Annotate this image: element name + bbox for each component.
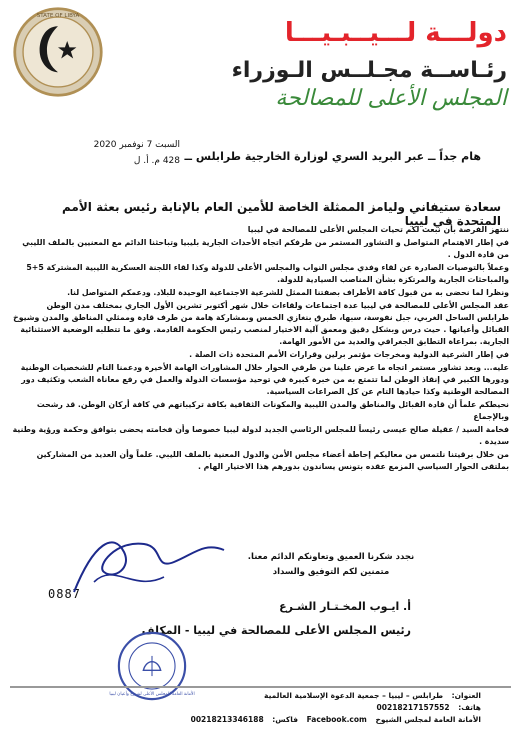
footer-phone: 00218217157552 — [376, 703, 450, 712]
addressee-line: سعادة ستيفاني وليامز الممثلة الخاصة للأمين العام بالإنابة رئيس بعثة الأمم المتحدة في ليبيا — [62, 200, 501, 228]
footer-address-label: العنوان: — [451, 691, 481, 700]
footer-contact-line — [40, 715, 481, 724]
letter-body — [12, 224, 509, 474]
body-paragraph: فخامة السيد / عقيلة صالح عيسى رئيساً للمجلس الرئاسي الجديد لدولة ليبيا خصوصا وأن فخامته يحضى بتوافق وحكمة ورؤية وطنية سديدة . — [12, 425, 509, 446]
closing-thanks: نجدد شكرنا العميق وتعاونكم الدائم معنا. — [247, 552, 415, 562]
body-paragraph: ونظرا لما نحضى به من قبول كافة الأطراف بصفتنا الممثل للشرعية الاجتماعية الوحيدة للبلاد. ودعمكم المتواصل لنا. — [67, 288, 509, 297]
footer-phone-line — [40, 703, 481, 712]
signatory-title: رئيس المجلس الأعلى للمصالحة في ليبيا - المكلف — [141, 624, 411, 637]
footer-facebook-link[interactable]: Facebook.com — [306, 715, 367, 724]
council-heading: المجلس الأعلى للمصالحة — [275, 86, 507, 111]
footer-address-line — [40, 691, 481, 700]
body-paragraph: نحيطكم علماً أن قادة القبائل والمناطق والمدن الليبية والمكونات الثقافية بكافة تركيباتهم في كافة أركان الوطن. قد رشحت وبالإجماع — [36, 400, 509, 421]
closing-wishes: متمنين لكم التوفيق والسداد — [272, 567, 390, 577]
seal-emblem-icon — [12, 6, 104, 98]
handwritten-signature — [54, 522, 244, 602]
body-paragraph: عقد المجلس الأعلى للمصالحة في ليبيا عدة اجتماعات ولقاءات خلال شهر أكتوبر تشرين الأول الجاري بمختلف مدن الوطن طرابلس الساحل الغربي، جبل نفوسة، سبها، طبرق بنغازي الخمس وبمشاركة هامة من طرف قادة وممثلي المناطق والمدن وشيوخ القبائل وأعيانها . حيث درس وبشكل دقيق ومعمق آلية الاختيار لمنصب رئيس الحكومة القادمة. وفق ما تتطلبه الوضعية الاستثنائية الجارية. بمراعاة التطابق الجغرافي والعديد من الأمور الهامة. — [13, 301, 509, 346]
footer-phone-label: هاتف: — [458, 703, 481, 712]
serial-number: 0887 — [48, 587, 81, 601]
body-paragraph: في إطار الاهتمام المتواصل و التشاور المستمر من طرفكم اتجاه الأحداث الجارية بليبيا وتباحثنا الدائم مع المعنيين بالملف الليبي من قادة الدول . — [22, 238, 509, 259]
svg-text:STATE OF LIBYA: STATE OF LIBYA — [36, 13, 80, 20]
state-name-heading: دولـــة لـــيــبـيـــا — [284, 18, 507, 48]
signatory-name: أ. ايـوب المخـتـار الشـرع — [279, 600, 411, 613]
svg-text:الأمانة العامة للمجلس الأعلى ل: الأمانة العامة للمجلس الأعلى لشيوخ وأعيان ليبيا — [109, 691, 195, 697]
footer-fax-label: فاكس: — [272, 715, 298, 724]
body-paragraph: وعملاً بالتوصيات الصادرة عن لقاء وفدي مجلس النواب والمجلس الأعلى للدولة وكذا لقاء اللجنة العسكرية الليبية المشتركة 5+5 والمباحثات الجارية والمرتكزة بشأن المناصب السيادية للدولة. — [26, 263, 509, 284]
body-paragraph: ننتهز الفرصة بأن نبعث لكم تحيات المجلس الأعلى للمصالحة في ليبيا — [247, 225, 509, 234]
urgent-notice: هام جداً ــ عبر البريد السري لوزارة الخارجية طرابلس ــ — [184, 150, 481, 163]
body-paragraph: من خلال برقيتنا نلتمس من معاليكم إحاطة أعضاء مجلس الأمن والدول المعنية بالملف الليبي. علماً وأن العديد من المشاركين بملتقى الحوار السياسي المزمع عقده بتونس يساندون بدورهم هذا الاختيار الهام . — [36, 450, 509, 471]
letter-reference: 428 م. أ. ل — [133, 156, 180, 166]
footer-divider — [10, 686, 511, 688]
footer-address: طرابلس – ليبيا – جمعية الدعوة الإسلامية العالمية — [264, 691, 444, 700]
footer-fax: 00218213346188 — [190, 715, 264, 724]
body-paragraph: عليه... وبعد تشاور مستمر اتجاه ما عرض علينا من طرفي الحوار خلال المشاورات الهامة الأخيرة ودعمنا التام للشخصيات الوطنية ودورها الكبير في إنقاذ الوطن لما تتمتع به من خبرة كبيرة في توحيد مؤسسات الدولة والعمل في رفع معاناة الشعب وتكثيف دور المصالحة الوطنية وكذا حيادها التام عن كل الصراعات السياسية. — [20, 363, 509, 396]
letter-date: السبت 7 نوفمبر 2020 — [93, 140, 180, 150]
footer-secretariat: الأمانة العامة لمجلس الشيوخ — [375, 715, 481, 724]
state-seal-logo — [12, 6, 104, 98]
presidency-heading: رئـاســة مجـلــس الـوزراء — [231, 58, 507, 83]
body-paragraph: في إطار الشرعية الدولية ومخرجات مؤتمر برلين وقرارات الأمم المتحدة ذات الصلة . — [189, 350, 509, 359]
